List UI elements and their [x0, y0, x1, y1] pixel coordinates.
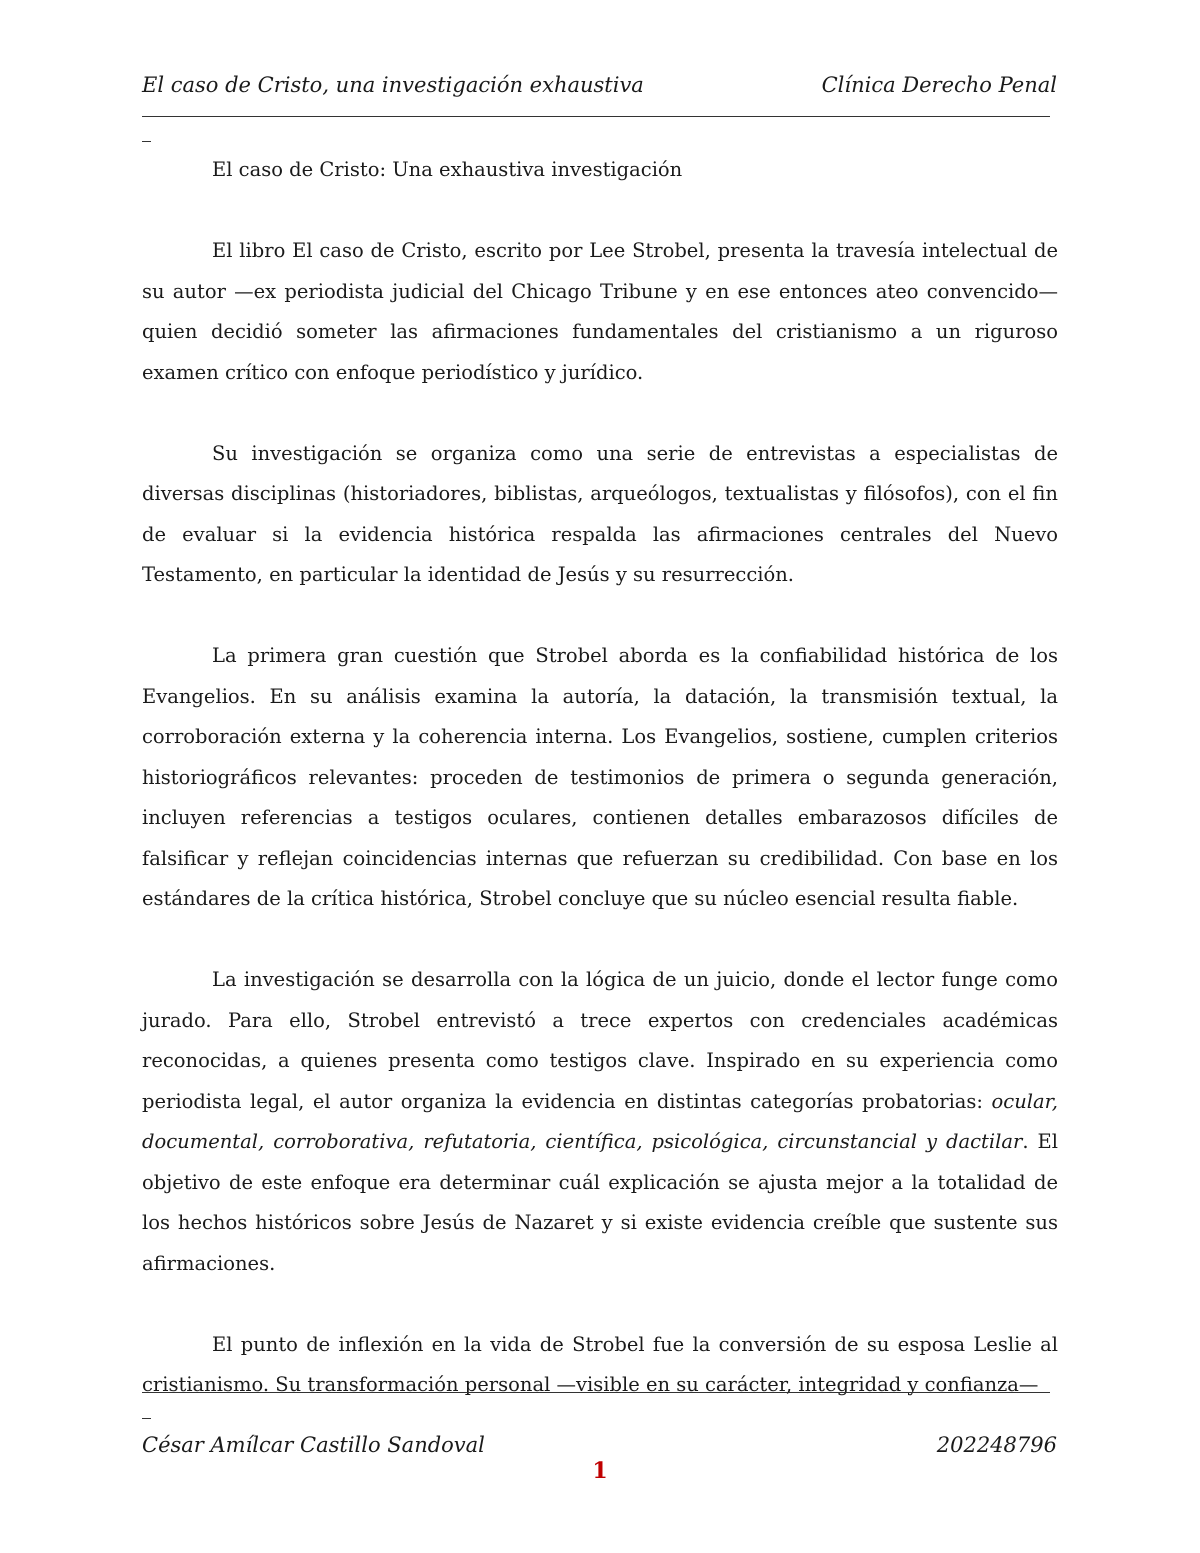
header-rule-tail — [142, 141, 151, 142]
paragraph-1: El libro El caso de Cristo, escrito por Lee Strobel, presenta la travesía intelectual de su autor —ex periodista judicial del Chicago Tribune y en ese entonces ateo convencido— quien decidió someter las afirmaciones fundamentales del cristianismo a un riguroso examen crítico con enfoque periodístico y jurídico. — [142, 239, 1058, 384]
paragraph-5: El punto de inflexión en la vida de Strobel fue la conversión de su esposa Leslie al cristianismo. Su transformación personal —visible en su carácter, integridad y confianza— — [142, 1332, 1058, 1396]
paragraph-4-end: . El objetivo de este enfoque era determinar cuál explicación se ajusta mejor a la totalidad de los hechos históricos sobre Jesús de Nazaret y si existe evidencia creíble que sustente sus afirmaciones. — [142, 1130, 1059, 1275]
paragraph-4 — [142, 960, 1058, 1284]
document-title: El caso de Cristo: Una exhaustiva investigación — [212, 158, 683, 181]
header-title: El caso de Cristo, una investigación exhaustiva — [142, 73, 644, 97]
footer-author: César Amílcar Castillo Sandoval — [142, 1433, 485, 1457]
page-number: 1 — [592, 1458, 608, 1484]
footer-rule — [142, 1392, 1050, 1393]
footer-rule-tail — [142, 1418, 151, 1419]
paragraph-4-start: La investigación se desarrolla con la lógica de un juicio, donde el lector funge como jurado. Para ello, Strobel entrevistó a trece expertos con credenciales académicas reconocidas, a quienes presenta como testigos clave. Inspirado en su experiencia como periodista legal, el autor organiza la evidencia en distintas categorías probatorias: — [142, 968, 1058, 1113]
evidence-categories: ocular, documental, corroborativa, refutatoria, científica, psicológica, circunstancial y dactilar — [142, 1089, 1058, 1153]
paragraph-3: La primera gran cuestión que Strobel aborda es la confiabilidad histórica de los Evangelios. En su análisis examina la autoría, la datación, la transmisión textual, la corroboración externa y la coherencia interna. Los Evangelios, sostiene, cumplen criterios historiográficos relevantes: proceden de testimonios de primera o segunda generación, incluyen referencias a testigos oculares, contienen detalles embarazosos difíciles de falsificar y reflejan coincidencias internas que refuerzan su credibilidad. Con base en los estándares de la crítica histórica, Strobel concluye que su núcleo esencial resulta fiable. — [142, 644, 1058, 910]
header-rule — [142, 116, 1050, 117]
document-body — [142, 150, 1058, 1406]
paragraph-2: Su investigación se organiza como una serie de entrevistas a especialistas de diversas disciplinas (historiadores, biblistas, arqueólogos, textualistas y filósofos), con el fin de evaluar si la evidencia histórica respalda las afirmaciones centrales del Nuevo Testamento, en particular la identidad de Jesús y su resurrección. — [142, 441, 1058, 586]
header-course: Clínica Derecho Penal — [821, 73, 1057, 97]
footer-student-id: 202248796 — [936, 1433, 1057, 1457]
